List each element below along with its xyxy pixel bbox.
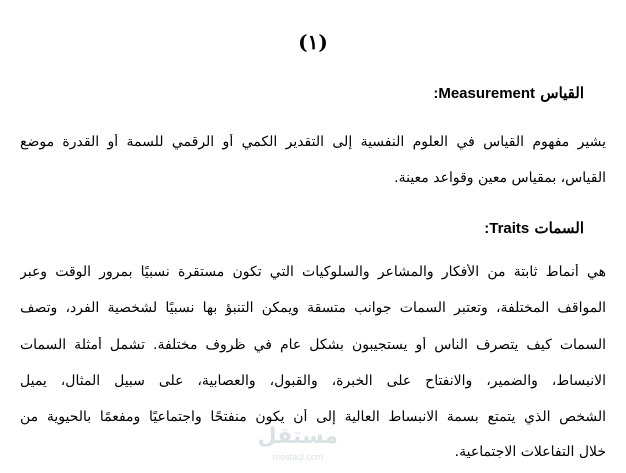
paragraph-line: يشير مفهوم القياس في العلوم النفسية إلى التقدير الكمي أو الرقمي للسمة أو القدرة موضع bbox=[20, 134, 606, 150]
section-heading-measurement bbox=[433, 84, 584, 102]
heading-english: Measurement: bbox=[433, 85, 536, 102]
heading-arabic: القياس bbox=[540, 84, 584, 102]
section-heading-traits bbox=[484, 219, 584, 237]
paragraph-line: خلال التفاعلات الاجتماعية. bbox=[454, 444, 606, 460]
page-number: (١) bbox=[298, 30, 328, 54]
paragraph-line: المواقف المختلفة، وتعتبر السمات جوانب متسقة ويمكن التنبؤ بها نسبيًا لشخصية الفرد، وتصف bbox=[20, 300, 606, 316]
paragraph-line: هي أنماط ثابتة من الأفكار والمشاعر والسلوكيات التي تكون مستقرة نسبيًا بمرور الوقت وعبر bbox=[20, 264, 606, 280]
heading-english: Traits: bbox=[484, 220, 530, 237]
watermark-domain: mostaql.com bbox=[272, 452, 324, 462]
watermark-brand: مستقل bbox=[257, 424, 338, 449]
paragraph-line: الشخص الذي يتمتع بسمة الانبساط العالية إلى أن يكون منفتحًا واجتماعيًا ومفعمًا بالحيوية من bbox=[20, 409, 606, 425]
watermark-logo bbox=[258, 420, 338, 466]
paragraph-line: السمات كيف يتصرف الناس أو يستجيبون بشكل عام في ظروف مختلفة. تشمل أمثلة السمات bbox=[20, 337, 606, 353]
paragraph-line: الانبساط، والضمير، والانفتاح على الخبرة، والقبول، والعصابية، على سبيل المثال، يميل bbox=[20, 373, 606, 389]
paragraph-line: القياس، بمقياس معين وقواعد معينة. bbox=[394, 170, 606, 186]
heading-arabic: السمات bbox=[534, 219, 584, 237]
